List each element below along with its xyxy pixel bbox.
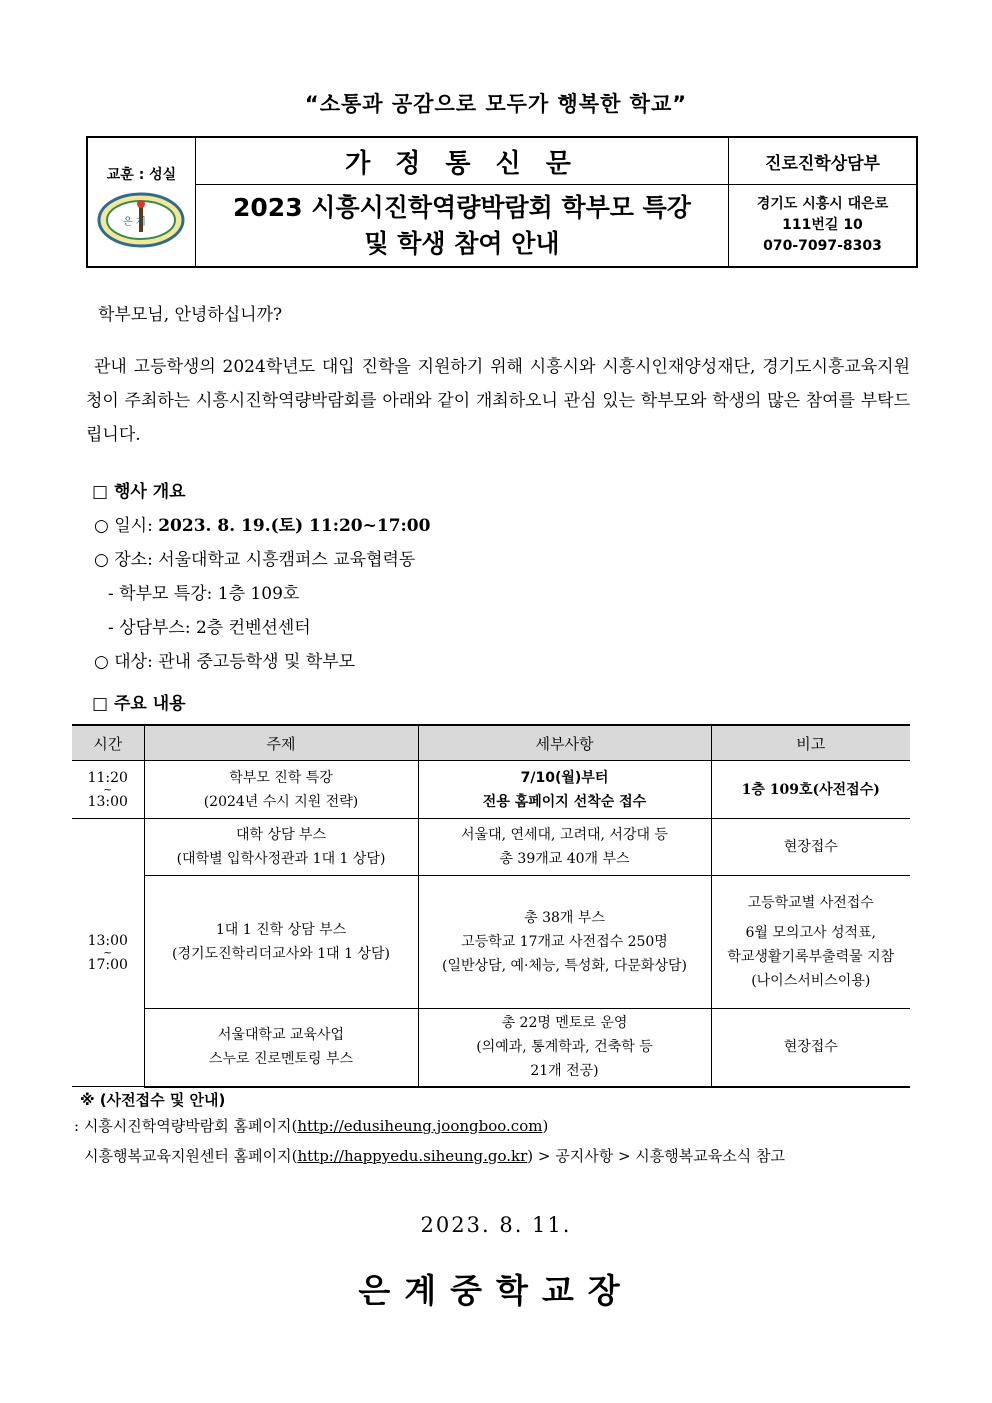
department-name: 진로진학상담부	[765, 153, 880, 174]
event-place: ○ 장소: 서울대학교 시흥캠퍼스 교육협력동	[94, 550, 416, 570]
section-overview-heading: □ 행사 개요	[92, 482, 186, 502]
detail-cell	[418, 876, 711, 1009]
detail-line: 고등학교 17개교 사전접수 250명	[461, 934, 668, 950]
title-cell	[196, 138, 729, 266]
note-line: 현장접수	[783, 1039, 838, 1056]
topic-line: (2024년 수시 지원 전략)	[203, 793, 359, 810]
event-date	[94, 511, 430, 536]
column-header: 주제	[144, 725, 418, 761]
time-start: 13:00	[87, 932, 128, 949]
topic-line: (경기도진학리더교사와 1대 1 상담)	[172, 946, 390, 962]
footnote-text: : 시흥시진학역량박람회 홈페이지(	[74, 1117, 298, 1135]
note-cell	[711, 819, 910, 876]
event-place-lecture: - 학부모 특강: 1층 109호	[108, 584, 300, 604]
event-date-value: 2023. 8. 19.(토) 11:20~17:00	[158, 516, 431, 536]
time-end: 17:00	[87, 956, 128, 973]
document-date: 2023. 8. 11.	[420, 1213, 572, 1237]
table-row	[72, 1009, 910, 1087]
topic-line: 학부모 진학 특강	[229, 769, 333, 786]
detail-line: 전용 홈페이지 선착순 접수	[482, 793, 647, 810]
topic-line: 스누로 진로멘토링 부스	[208, 1051, 354, 1068]
detail-line: (일반상담, 예·체능, 특성화, 다문화상담)	[442, 958, 687, 974]
time-sep: ~	[103, 782, 113, 796]
section-content-heading: □ 주요 내용	[92, 694, 186, 714]
expo-homepage-link[interactable]: http://edusiheung.joongboo.com	[297, 1117, 543, 1135]
event-target: ○ 대상: 관내 중고등학생 및 학부모	[94, 652, 356, 672]
schedule-table	[72, 724, 910, 1088]
time-sep: ~	[103, 945, 113, 959]
phone-number: 070-7097-8303	[763, 238, 882, 254]
greeting: 학부모님, 안녕하십니까?	[98, 305, 283, 325]
table-row	[72, 819, 910, 876]
table-row	[72, 876, 910, 1009]
footnote-text: )	[542, 1117, 549, 1135]
event-place-booth: - 상담부스: 2층 컨벤션센터	[108, 618, 311, 638]
topic-line: 서울대학교 교육사업	[217, 1027, 345, 1044]
document-title-line1: 2023 시흥시진학역량박람회 학부모 특강	[233, 193, 691, 222]
time-start: 11:20	[87, 769, 128, 786]
topic-cell	[144, 1009, 418, 1087]
column-header: 시간	[72, 725, 144, 761]
time-cell	[72, 819, 144, 1087]
detail-cell	[418, 819, 711, 876]
address-line2: 111번길 10	[782, 217, 863, 233]
topic-line: 대학 상담 부스	[235, 827, 327, 843]
footnote-heading: ※ (사전접수 및 안내)	[80, 1091, 226, 1109]
topic-cell	[144, 761, 418, 819]
address-line1: 경기도 시흥시 대은로	[756, 196, 889, 212]
note-cell	[711, 1009, 910, 1087]
motto-cell	[88, 138, 196, 266]
detail-line: 총 22명 멘토로 운영	[501, 1015, 628, 1032]
detail-line: 7/10(월)부터	[520, 769, 609, 786]
school-address	[729, 194, 916, 257]
time-cell	[72, 761, 144, 819]
detail-line: 총 39개교 40개 부스	[499, 851, 630, 867]
topic-line: 1대 1 진학 상담 부스	[215, 922, 347, 938]
column-header: 비고	[711, 725, 910, 761]
note-cell	[711, 876, 910, 1009]
time-end: 13:00	[87, 793, 128, 810]
happyedu-homepage-link[interactable]: http://happyedu.siheung.go.kr	[297, 1147, 528, 1165]
emblem-text: 은 계	[123, 217, 146, 228]
footnote-line1	[74, 1115, 548, 1136]
note-line: 1층 109호(사전접수)	[741, 781, 880, 798]
footnote-text: 시흥행복교육지원센터 홈페이지(	[84, 1147, 298, 1165]
footnote-line2	[84, 1145, 785, 1166]
department-cell	[729, 138, 916, 266]
topic-line: (대학별 입학사정관과 1대 1 상담)	[176, 851, 386, 867]
detail-cell	[418, 1009, 711, 1087]
note-line: 고등학교별 사전접수	[747, 895, 874, 911]
table-row	[72, 761, 910, 819]
detail-cell	[418, 761, 711, 819]
notice-title: 가 정 통 신 문	[345, 148, 579, 179]
topic-cell	[144, 819, 418, 876]
department-row	[729, 138, 916, 185]
note-line: 현장접수	[783, 839, 838, 855]
note-line: 학교생활기록부출력물 지참	[727, 949, 895, 965]
detail-line: 서울대, 연세대, 고려대, 서강대 등	[461, 827, 668, 843]
school-motto: 교훈 : 성실	[106, 167, 177, 183]
document-title-line2: 및 학생 참여 안내	[364, 229, 560, 258]
topic-cell	[144, 876, 418, 1009]
principal-signature: 은계중학교장	[358, 1271, 634, 1310]
footnote-text: ) > 공지사항 > 시흥행복교육소식 참고	[527, 1147, 785, 1165]
school-emblem-icon	[97, 192, 185, 248]
header-box	[86, 136, 918, 268]
intro-paragraph: 관내 고등학생의 2024학년도 대입 진학을 지원하기 위해 시흥시와 시흥시인재양성재단, 경기도시흥교육지원청이 주최하는 시흥시진학역량박람회를 아래와 같이 개최하오니 관심 있는 학부모와 학생의 많은 참여를 부탁드립니다.	[86, 357, 910, 445]
notice-title-row	[196, 138, 728, 185]
table-header-row	[72, 725, 910, 761]
school-slogan: “소통과 공감으로 모두가 행복한 학교”	[304, 92, 688, 116]
note-line: 6월 모의고사 성적표,	[745, 925, 876, 941]
detail-line: 총 38개 부스	[524, 910, 605, 926]
document-title	[196, 186, 728, 262]
note-cell	[711, 761, 910, 819]
note-line: (나이스서비스이용)	[751, 973, 871, 989]
detail-line: 21개 전공)	[530, 1063, 599, 1080]
event-date-label: ○ 일시:	[94, 516, 159, 536]
detail-line: (의예과, 통계학과, 건축학 등	[476, 1039, 653, 1056]
column-header: 세부사항	[418, 725, 711, 761]
